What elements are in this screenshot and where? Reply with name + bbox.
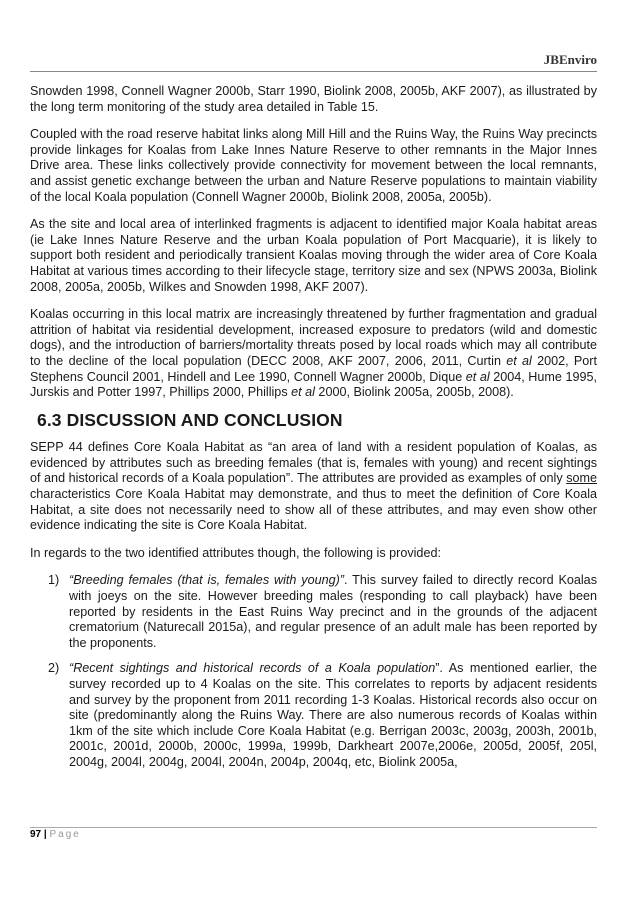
paragraph: Koalas occurring in this local matrix are increasingly threatened by further fragmentation and gradual attrition of habitat via residential development, increased exposure to predators (wild and domestic dogs), and the introduction of barriers/mortality threats posed by local roads which may all contribute to the decline of the local population (DECC 2008, AKF 2007, 2006, 2011, Curtin et al 2002, Port Stephens Council 2001, Hindell and Lee 1990, Connell Wagner 2000b, Dique et al 2004, Hume 1995, Jurskis and Potter 1997, Phillips 2000, Phillips et al 2000, Biolink 2005a, 2005b, 2008). — [30, 307, 597, 400]
paragraph: SEPP 44 defines Core Koala Habitat as “an area of land with a resident population of Koalas, as evidenced by attributes such as breeding females (that is, females with young) and recent sightings of and historical records of a Koala population”. The attributes are provided as examples of only some characteristics Core Koala Habitat may demonstrate, and thus to meet the definition of Core Koala Habitat, a site does not necessarily need to show all of these attributes, and may even show other evidence indicating the site is Core Koala Habitat. — [30, 440, 597, 533]
section-heading: 6.3 DISCUSSION AND CONCLUSION — [37, 409, 343, 430]
paragraph: In regards to the two identified attributes though, the following is provided: — [30, 545, 441, 560]
page-number: 97 — [30, 829, 42, 840]
list-number: 2) — [48, 661, 60, 676]
list-number: 1) — [48, 573, 60, 588]
header-divider — [30, 71, 597, 72]
paragraph: Snowden 1998, Connell Wagner 2000b, Starr 1990, Biolink 2008, 2005b, AKF 2007), as illustrated by the long term monitoring of the study area detailed in Table 15. — [30, 84, 597, 114]
document-body — [30, 84, 597, 781]
quote: “Recent sightings and historical records of a Koala population — [69, 661, 436, 676]
paragraph: Coupled with the road reserve habitat links along Mill Hill and the Ruins Way, the Ruins Way precincts provide linkages for Koalas from Lake Innes Nature Reserve to other remnants in the Major Innes Drive area. These links collectively provide connectivity for movement between the local remnants, and assist genetic exchange between the urban and Nature Reserve populations to maintain viability of the local Koala population (Connell Wagner 2000b, Biolink 2008, 2005a, 2005b). — [30, 127, 597, 204]
page-footer: 97 | Page — [30, 829, 81, 840]
header-brand: JBEnviro — [543, 52, 597, 67]
document-page — [30, 0, 597, 906]
numbered-list — [30, 573, 597, 770]
list-item: 2) “Recent sightings and historical records of a Koala population”. As mentioned earlier, the survey recorded up to 4 Koalas on the site. This correlates to reports by adjacent residents and survey by the proponent from 2011 recording 1-3 Koalas. Historical records also occur on site (predominantly along the Ruins Way. There are also numerous records of Koalas within 1km of the site which include Core Koala Habitat (e.g. Berrigan 2003c, 2003g, 2003h, 2001b, 2001c, 2001d, 2000b, 2000c, 1999a, 1999b, Darkheart 2007e,2006e, 2005d, 2005f, 205l, 2004g, 2004l, 2004g, 2004l, 2004n, 2004p, 2004q, etc, Biolink 2005a, — [48, 661, 597, 769]
list-item: 1) “Breeding females (that is, females with young)”. This survey failed to directly record Koalas with joeys on the site. However breeding males (responding to call playback) have been reported by residents in the East Ruins Way precinct and in the grounds of the adjacent crematorium (Naturecall 2015a), and regular presence of an adult male has been reported by the proponents. — [48, 573, 597, 650]
footer-divider — [30, 827, 597, 828]
page-label: Page — [49, 829, 81, 840]
quote: “Breeding females (that is, females with young)” — [69, 573, 344, 588]
paragraph: As the site and local area of interlinked fragments is adjacent to identified major Koala habitat areas (ie Lake Innes Nature Reserve and the urban Koala population of Port Macquarie), it is likely to support both resident and periodically transient Koalas moving through the wider area of Core Koala Habitat at various times according to their lifecycle stage, territory size and sex (NPWS 2003a, Biolink 2008, 2005a, 2005b, Wilkes and Snowden 1998, AKF 2007). — [30, 217, 597, 294]
